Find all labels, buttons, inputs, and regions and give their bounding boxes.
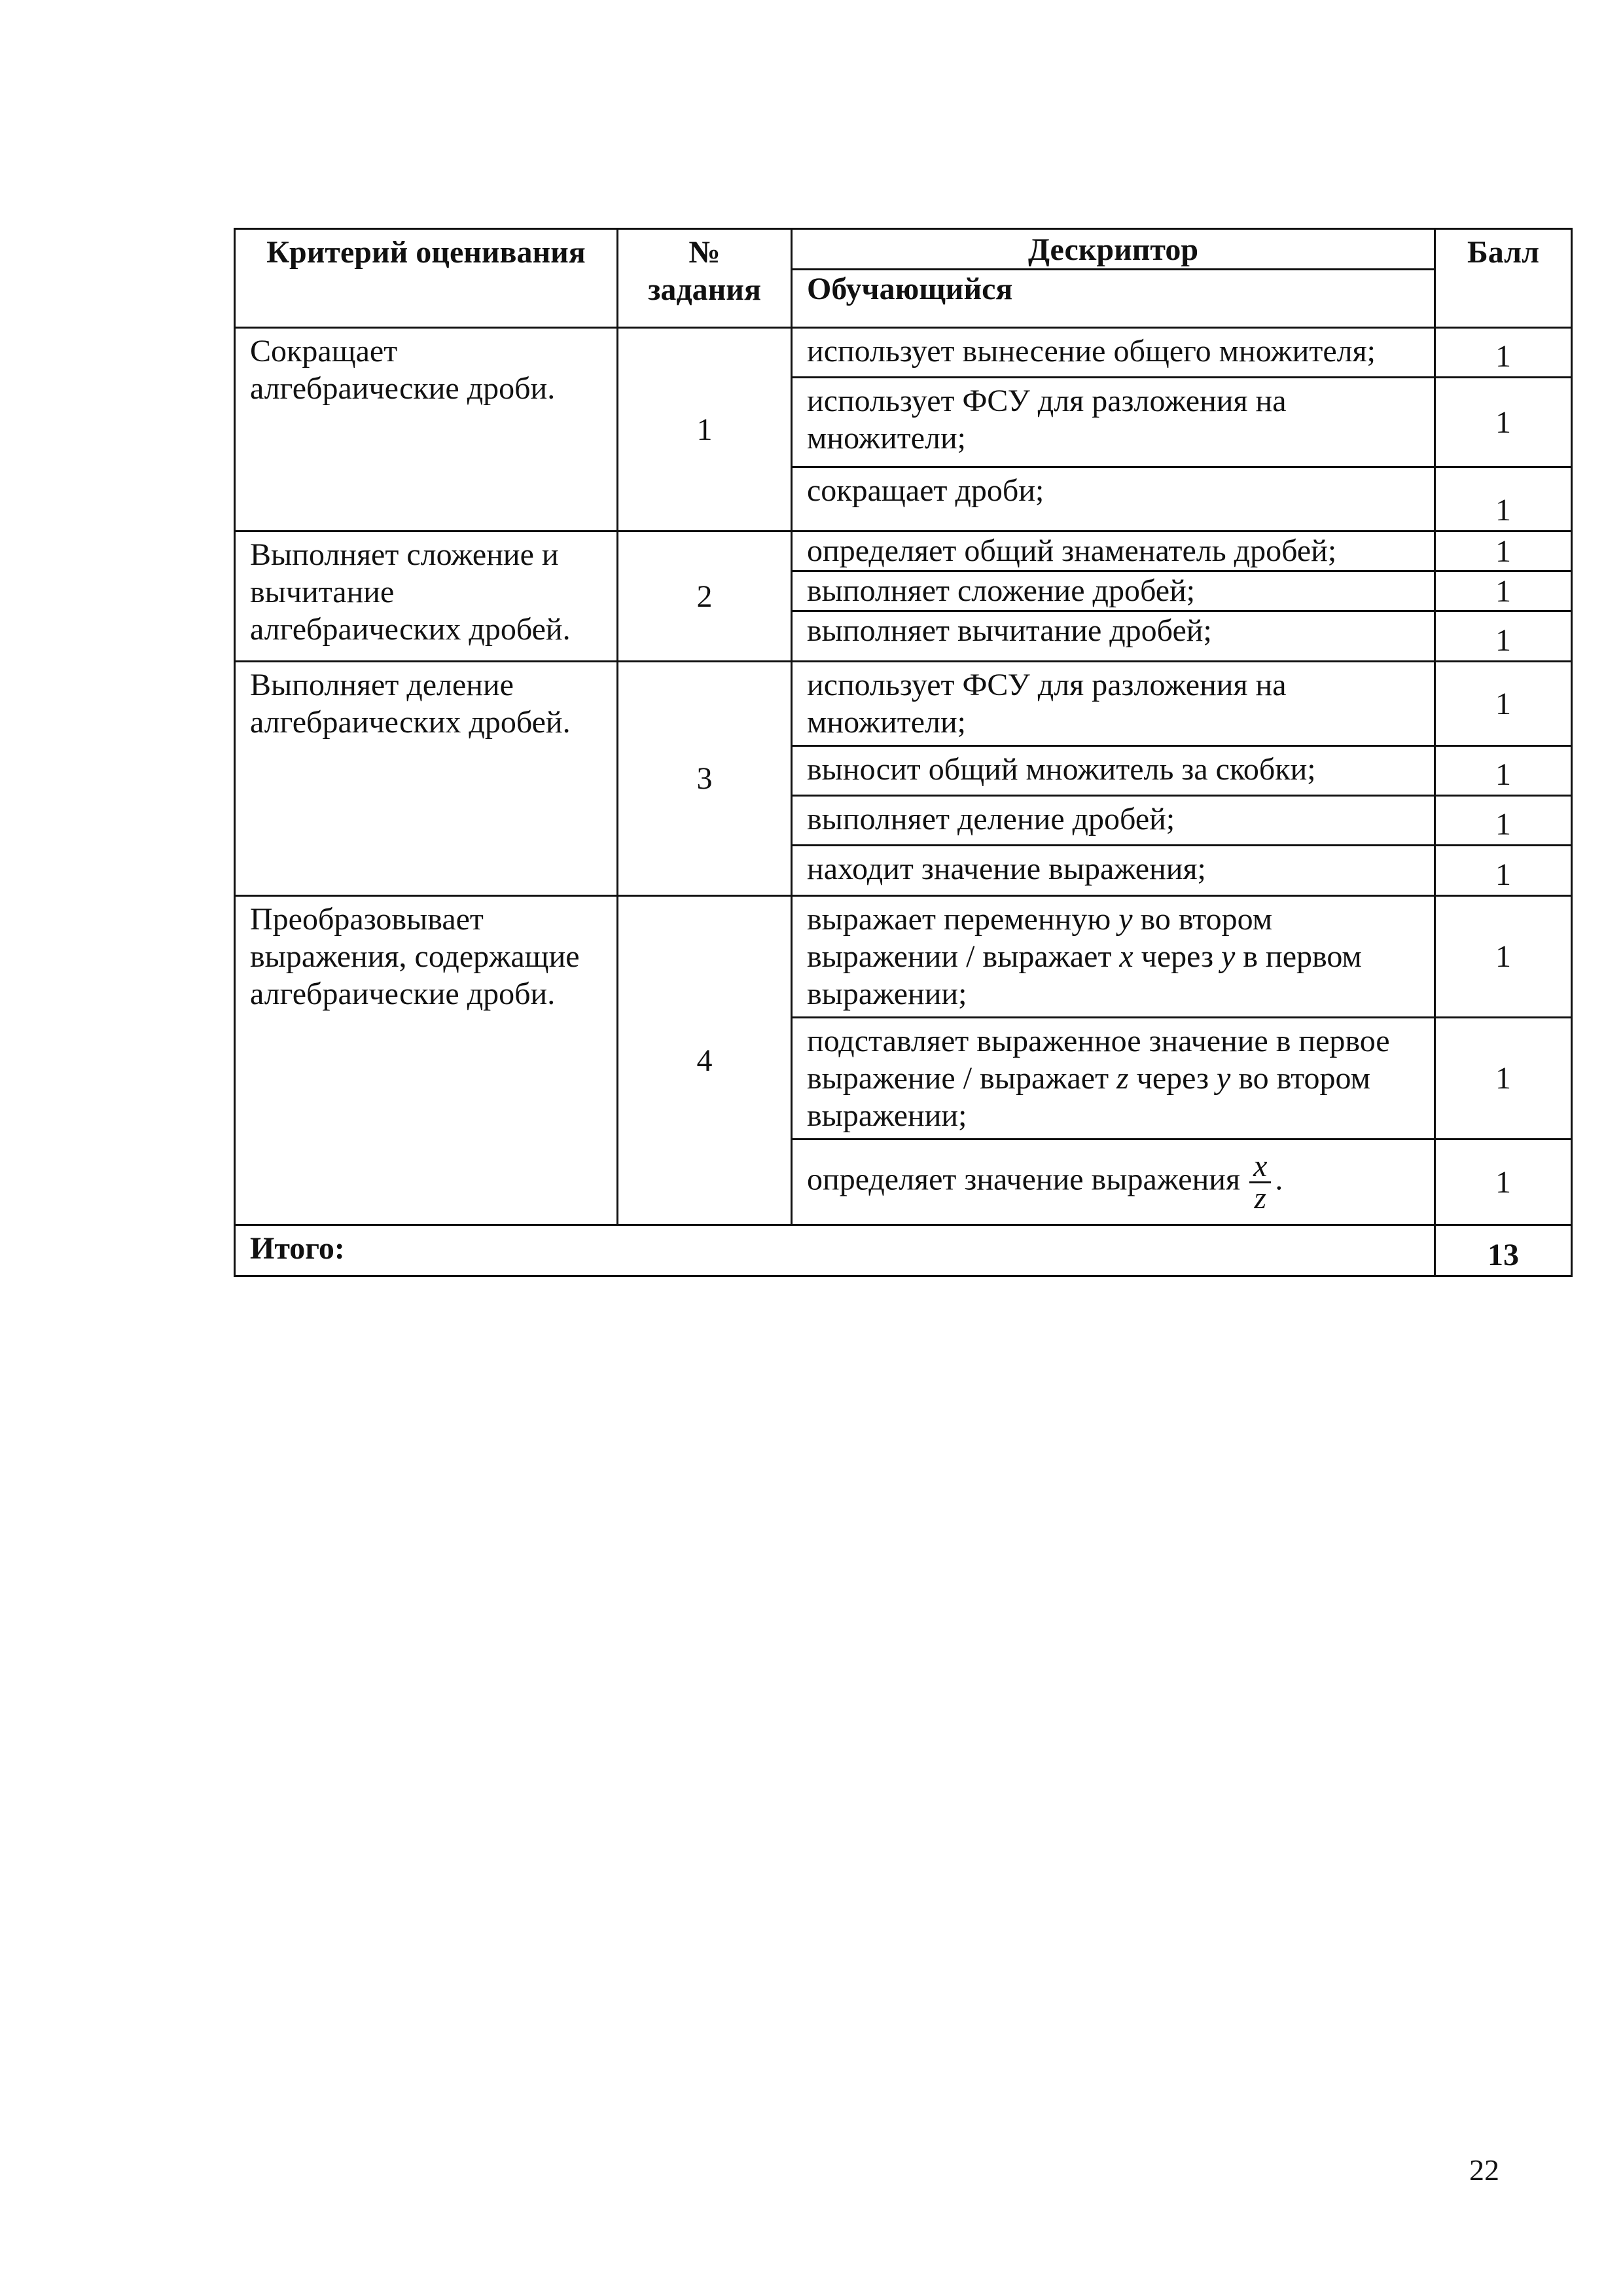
score-cell: 1 bbox=[1435, 796, 1572, 846]
table-header-row bbox=[235, 229, 1572, 270]
task-number-cell: 1 bbox=[618, 328, 792, 531]
score-cell: 1 bbox=[1435, 328, 1572, 378]
task-number-cell: 4 bbox=[618, 896, 792, 1225]
table-row bbox=[235, 328, 1572, 378]
score-cell: 1 bbox=[1435, 896, 1572, 1018]
task-number-cell: 3 bbox=[618, 662, 792, 896]
header-score: Балл bbox=[1435, 229, 1572, 328]
criterion-cell: Преобразовывает выражения, содержащие алгебраические дроби. bbox=[235, 896, 618, 1225]
header-descriptor-learner: Обучающийся bbox=[792, 270, 1435, 328]
assessment-rubric-table bbox=[234, 228, 1573, 1277]
descriptor-cell: выносит общий множитель за скобки; bbox=[792, 746, 1435, 796]
header-criterion: Критерий оценивания bbox=[235, 229, 618, 328]
score-cell: 1 bbox=[1435, 1018, 1572, 1139]
header-task-number: № задания bbox=[618, 229, 792, 328]
descriptor-cell: подставляет выраженное значение в первое выражение / выражает z через y во втором выражении; bbox=[792, 1018, 1435, 1139]
score-cell: 1 bbox=[1435, 746, 1572, 796]
score-cell: 1 bbox=[1435, 846, 1572, 896]
total-row bbox=[235, 1225, 1572, 1276]
descriptor-cell: выполняет деление дробей; bbox=[792, 796, 1435, 846]
descriptor-cell: использует ФСУ для разложения на множители; bbox=[792, 378, 1435, 467]
table-row bbox=[235, 662, 1572, 746]
score-cell: 1 bbox=[1435, 611, 1572, 662]
descriptor-cell: выполняет вычитание дробей; bbox=[792, 611, 1435, 662]
table-row bbox=[235, 896, 1572, 1018]
score-cell: 1 bbox=[1435, 571, 1572, 611]
score-cell: 1 bbox=[1435, 1139, 1572, 1225]
table-row bbox=[235, 531, 1572, 571]
descriptor-cell: определяет значение выражения $\frac{x}{z}$ . bbox=[792, 1139, 1435, 1225]
criterion-cell: Выполняет деление алгебраических дробей. bbox=[235, 662, 618, 896]
descriptor-cell: использует ФСУ для разложения на множители; bbox=[792, 662, 1435, 746]
page-number: 22 bbox=[1469, 2153, 1499, 2187]
score-cell: 1 bbox=[1435, 531, 1572, 571]
fraction-x-over-z: $\frac{x}{z}$ bbox=[1249, 1151, 1271, 1213]
descriptor-cell: сокращает дроби; bbox=[792, 467, 1435, 531]
score-cell: 1 bbox=[1435, 378, 1572, 467]
descriptor-cell: использует вынесение общего множителя; bbox=[792, 328, 1435, 378]
criterion-cell: Сокращает алгебраические дроби. bbox=[235, 328, 618, 531]
descriptor-cell: находит значение выражения; bbox=[792, 846, 1435, 896]
total-label: Итого: bbox=[235, 1225, 1435, 1276]
descriptor-cell: выражает переменную y во втором выражении / выражает x через y в первом выражении; bbox=[792, 896, 1435, 1018]
header-descriptor: Дескриптор bbox=[792, 229, 1435, 270]
descriptor-cell: выполняет сложение дробей; bbox=[792, 571, 1435, 611]
total-value: 13 bbox=[1435, 1225, 1572, 1276]
score-cell: 1 bbox=[1435, 467, 1572, 531]
score-cell: 1 bbox=[1435, 662, 1572, 746]
task-number-cell: 2 bbox=[618, 531, 792, 662]
descriptor-cell: определяет общий знаменатель дробей; bbox=[792, 531, 1435, 571]
criterion-cell: Выполняет сложение и вычитание алгебраических дробей. bbox=[235, 531, 618, 662]
